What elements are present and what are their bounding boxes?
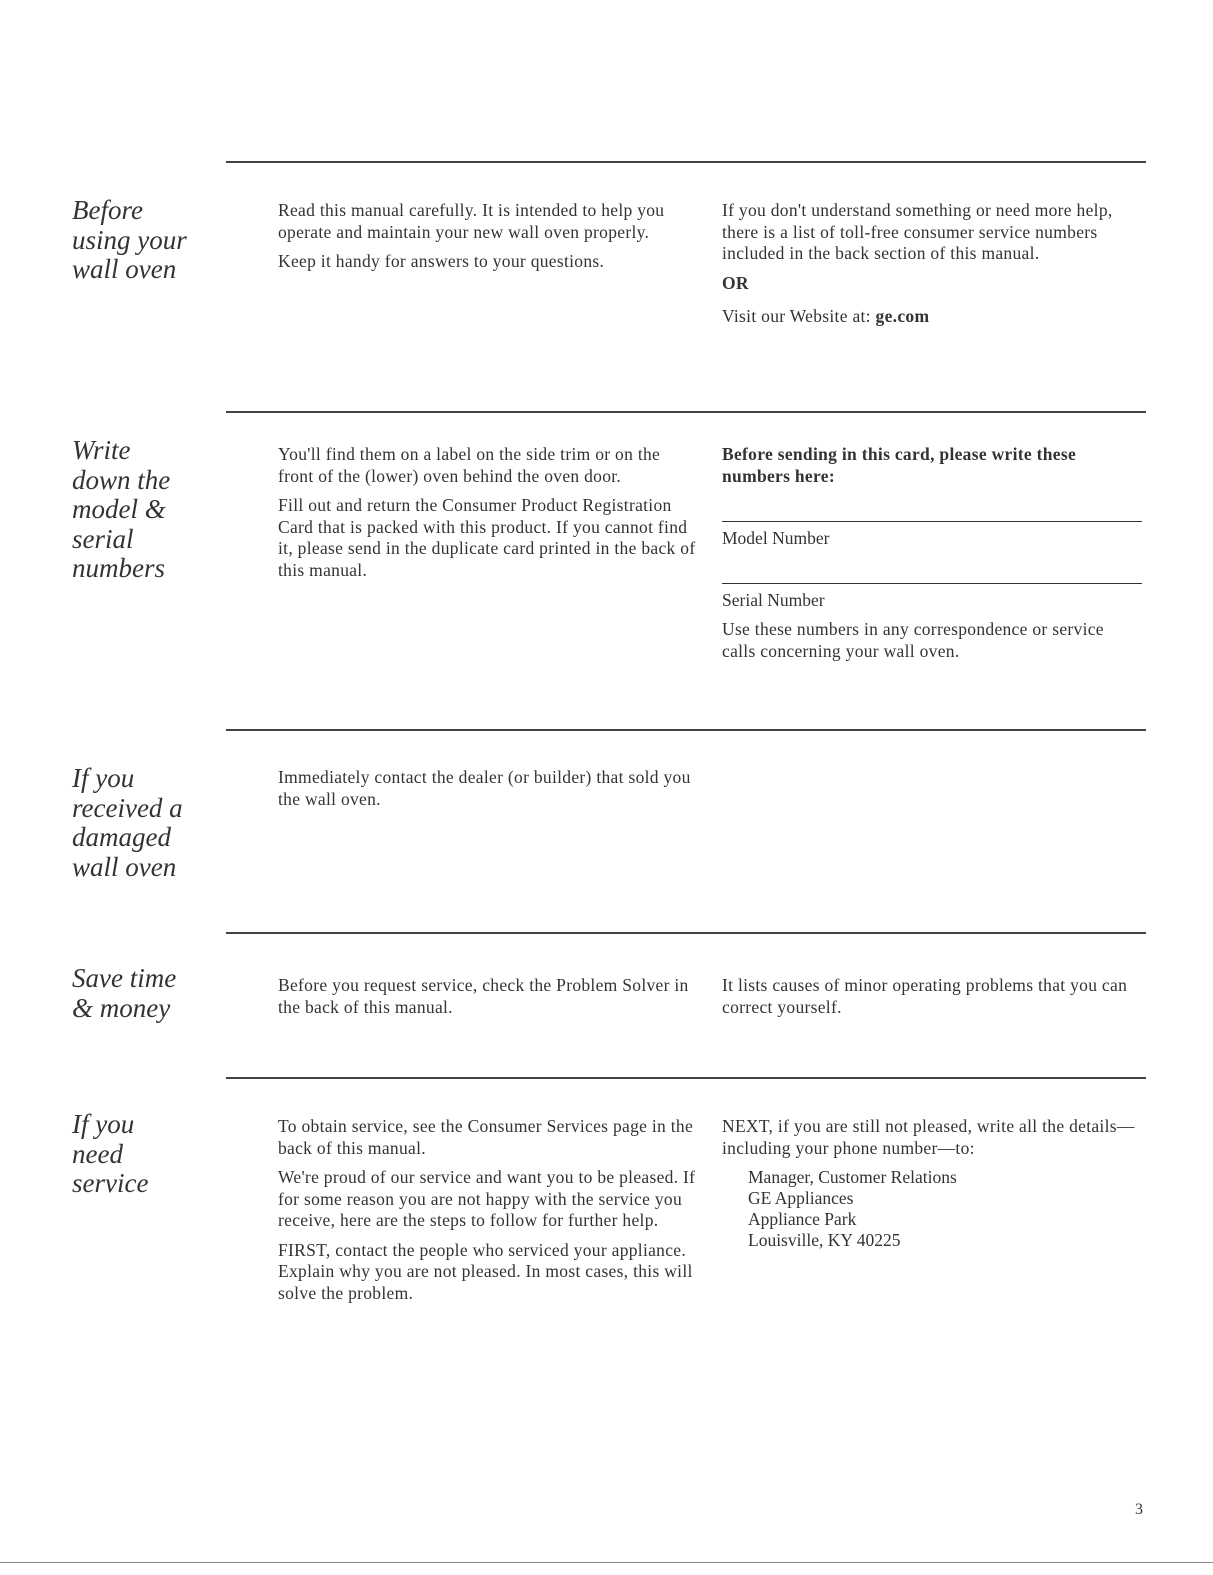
heading-line: If you xyxy=(72,763,135,793)
paragraph: We're proud of our service and want you to be pleased. If for some reason you are not happy with the service you receive, here are the steps to follow for further help. xyxy=(278,1167,696,1230)
heading-line: If you xyxy=(72,1109,135,1139)
left-column xyxy=(278,767,698,818)
paragraph: Before you request service, check the Problem Solver in the back of this manual. xyxy=(278,975,689,1017)
section-heading xyxy=(72,964,222,1023)
heading-line: wall oven xyxy=(72,254,177,284)
heading-line: serial xyxy=(72,523,134,554)
section-heading xyxy=(72,764,222,882)
paragraph: NEXT, if you are still not pleased, write all the details—including your phone number—to: xyxy=(722,1116,1135,1158)
paragraph: Keep it handy for answers to your questions. xyxy=(278,251,605,271)
address-line: Manager, Customer Relations xyxy=(748,1167,957,1187)
right-column xyxy=(722,1116,1142,1251)
right-column xyxy=(722,444,1142,670)
address-line: Louisville, KY 40225 xyxy=(748,1230,901,1250)
heading-line: down the xyxy=(72,464,171,495)
mailing-address xyxy=(722,1167,1142,1251)
heading-line: service xyxy=(72,1168,149,1198)
left-column xyxy=(278,975,698,1026)
heading-line: using your xyxy=(72,224,187,255)
section-divider xyxy=(226,161,1146,163)
website-prefix: Visit our Website at: xyxy=(722,306,871,326)
paragraph: You'll find them on a label on the side trim or on the front of the (lower) oven behind the oven door. xyxy=(278,444,661,486)
address-line: Appliance Park xyxy=(748,1209,857,1229)
right-column xyxy=(722,975,1142,1026)
heading-line: received a xyxy=(72,792,183,823)
serial-number-field[interactable]: Serial Number xyxy=(722,583,1142,611)
website-link[interactable]: ge.com xyxy=(875,306,930,326)
heading-line: & money xyxy=(72,992,171,1023)
heading-line: numbers xyxy=(72,553,165,583)
paragraph: Use these numbers in any correspondence or service calls concerning your wall oven. xyxy=(722,619,1104,661)
heading-line: damaged xyxy=(72,822,171,852)
right-column xyxy=(722,200,1142,336)
heading-line: model & xyxy=(72,494,166,524)
or-label: OR xyxy=(722,272,749,293)
heading-line: wall oven xyxy=(72,851,177,882)
section-divider xyxy=(226,1077,1146,1079)
paragraph: FIRST, contact the people who serviced your appliance. Explain why you are not pleased. In most cases, this will solve the problem. xyxy=(278,1239,693,1303)
paragraph: To obtain service, see the Consumer Services page in the back of this manual. xyxy=(278,1116,694,1158)
section-divider xyxy=(226,411,1146,413)
section-divider xyxy=(226,729,1146,731)
model-number-field[interactable]: Model Number xyxy=(722,521,1142,549)
heading-line: Save time xyxy=(72,963,177,993)
website-line xyxy=(722,306,1142,328)
section-heading xyxy=(72,196,222,285)
left-column xyxy=(278,200,698,281)
intro-text: Before sending in this card, please write these numbers here: xyxy=(722,444,1077,486)
paragraph: Fill out and return the Consumer Product Registration Card that is packed with this product. If you cannot find it, please send in the duplicate card printed in the back of this manual. xyxy=(278,495,696,580)
heading-line: need xyxy=(72,1138,123,1169)
paragraph: Immediately contact the dealer (or builder) that sold you the wall oven. xyxy=(278,767,691,809)
address-line: GE Appliances xyxy=(748,1188,854,1208)
section-heading xyxy=(72,436,222,584)
heading-line: Before xyxy=(72,195,143,225)
heading-line: Write xyxy=(72,435,131,465)
paragraph: It lists causes of minor operating problems that you can correct yourself. xyxy=(722,975,1128,1017)
section-heading xyxy=(72,1110,222,1199)
section-divider xyxy=(226,932,1146,934)
paragraph: If you don't understand something or need more help, there is a list of toll-free consumer service numbers included in the back section of this manual. xyxy=(722,200,1113,263)
paragraph: Read this manual carefully. It is intended to help you operate and maintain your new wall oven properly. xyxy=(278,200,665,242)
left-column xyxy=(278,444,698,589)
page-number: 3 xyxy=(1135,1501,1143,1518)
page-bottom-edge xyxy=(0,1562,1213,1563)
left-column xyxy=(278,1116,698,1312)
